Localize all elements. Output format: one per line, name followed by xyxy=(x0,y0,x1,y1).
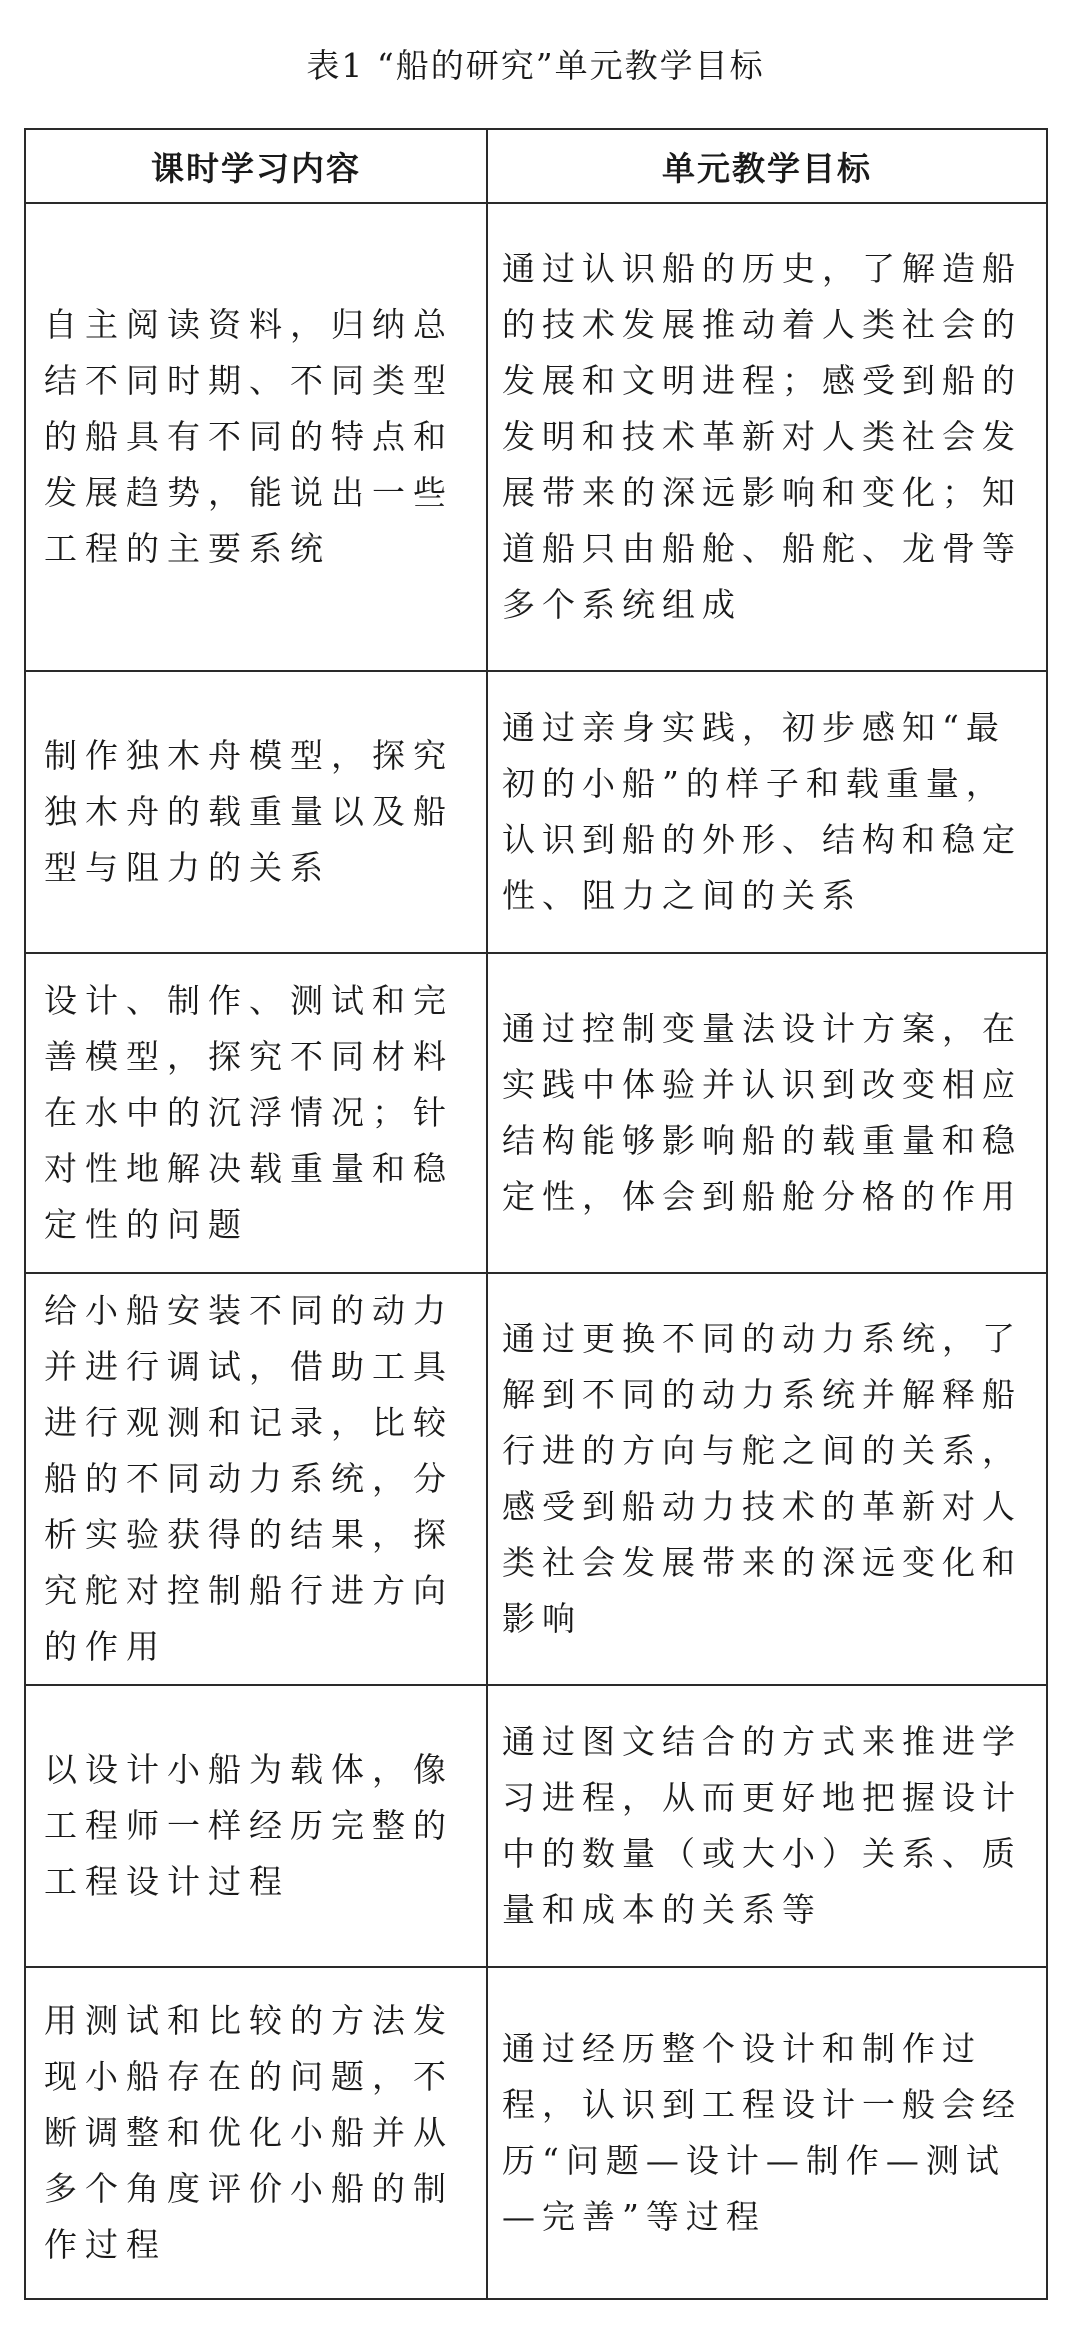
header-row xyxy=(25,129,1047,203)
table-row xyxy=(25,1685,1047,1967)
table-row xyxy=(25,671,1047,953)
unit-goal-cell: 通过经历整个设计和制作过程，认识到工程设计一般会经历“问题—设计—制作—测试—完善”等过程 xyxy=(487,1967,1047,2299)
lesson-content-cell: 自主阅读资料，归纳总结不同时期、不同类型的船具有不同的特点和发展趋势，能说出一些工程的主要系统 xyxy=(25,203,487,671)
unit-goal-cell: 通过亲身实践，初步感知“最初的小船”的样子和载重量，认识到船的外形、结构和稳定性、阻力之间的关系 xyxy=(487,671,1047,953)
unit-goal-cell: 通过控制变量法设计方案，在实践中体验并认识到改变相应结构能够影响船的载重量和稳定性，体会到船舱分格的作用 xyxy=(487,953,1047,1273)
teaching-goals-table xyxy=(24,128,1048,2300)
table-row xyxy=(25,1967,1047,2299)
unit-goal-cell: 通过认识船的历史，了解造船的技术发展推动着人类社会的发展和文明进程；感受到船的发明和技术革新对人类社会发展带来的深远影响和变化；知道船只由船舱、船舵、龙骨等多个系统组成 xyxy=(487,203,1047,671)
unit-goal-cell: 通过图文结合的方式来推进学习进程，从而更好地把握设计中的数量（或大小）关系、质量和成本的关系等 xyxy=(487,1685,1047,1967)
table-row xyxy=(25,203,1047,671)
header-unit-goals: 单元教学目标 xyxy=(487,129,1047,203)
lesson-content-cell: 制作独木舟模型，探究独木舟的载重量以及船型与阻力的关系 xyxy=(25,671,487,953)
lesson-content-cell: 以设计小船为载体，像工程师一样经历完整的工程设计过程 xyxy=(25,1685,487,1967)
table-row xyxy=(25,1273,1047,1685)
header-lesson-content: 课时学习内容 xyxy=(25,129,487,203)
unit-goal-cell: 通过更换不同的动力系统，了解到不同的动力系统并解释船行进的方向与舵之间的关系，感受到船动力技术的革新对人类社会发展带来的深远变化和影响 xyxy=(487,1273,1047,1685)
table-row xyxy=(25,953,1047,1273)
lesson-content-cell: 设计、制作、测试和完善模型，探究不同材料在水中的沉浮情况；针对性地解决载重量和稳定性的问题 xyxy=(25,953,487,1273)
table-caption: 表1 “船的研究”单元教学目标 xyxy=(306,46,765,85)
lesson-content-cell: 用测试和比较的方法发现小船存在的问题，不断调整和优化小船并从多个角度评价小船的制作过程 xyxy=(25,1967,487,2299)
lesson-content-cell: 给小船安装不同的动力并进行调试，借助工具进行观测和记录，比较船的不同动力系统，分析实验获得的结果，探究舵对控制船行进方向的作用 xyxy=(25,1273,487,1685)
